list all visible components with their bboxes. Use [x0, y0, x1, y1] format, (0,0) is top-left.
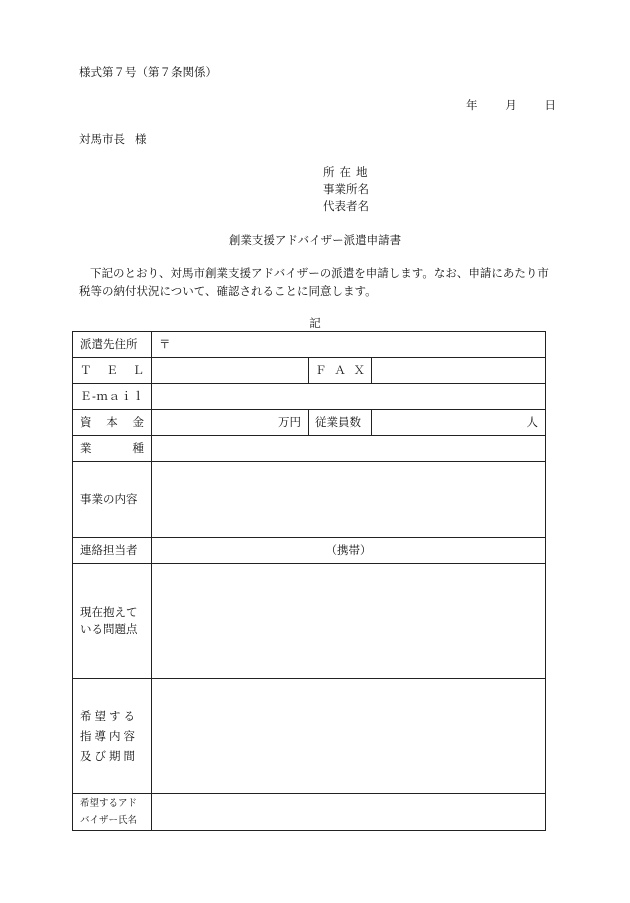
capital-label-char: 金 [132, 414, 144, 429]
form-number: 様式第７号（第７条関係） [79, 65, 217, 79]
applicant-address-label: 所在地 [323, 165, 373, 179]
employees-unit: 人 [526, 414, 539, 429]
row-tel-fax [73, 358, 546, 384]
addressee-honorific: 様 [135, 132, 147, 146]
contact-person-label: 連絡担当者 [73, 538, 152, 564]
email-label-char: ｌ [132, 388, 144, 403]
email-label-char: - [92, 388, 96, 403]
applicant-office-name-label: 事業所名 [323, 182, 369, 196]
row-industry [73, 436, 546, 462]
fax-label-char: Ａ [334, 362, 346, 377]
desired-advisor-label-line: 希望するアド [80, 797, 138, 809]
tel-label-char: Ｅ [106, 362, 118, 377]
desired-guidance-label-line: 希望する [80, 708, 138, 723]
tel-label-char: Ｌ [132, 362, 144, 377]
desired-advisor-field[interactable] [152, 794, 546, 831]
employees-label: 従業員数 [309, 410, 372, 436]
tel-label-char: Ｔ [80, 362, 92, 377]
document-title: 創業支援アドバイザー派遣申請書 [228, 233, 402, 247]
industry-label-char: 種 [132, 440, 144, 455]
email-field[interactable] [152, 384, 546, 410]
desired-advisor-label-line: バイザー氏名 [80, 815, 138, 826]
desired-advisor-label [73, 794, 152, 831]
contact-person-field[interactable] [152, 538, 546, 564]
row-current-issues [73, 564, 546, 679]
email-label-char: ａ [108, 388, 120, 403]
row-capital-employees [73, 410, 546, 436]
row-desired-advisor [73, 794, 546, 831]
capital-label-char: 本 [106, 414, 118, 429]
capital-label-char: 資 [80, 414, 92, 429]
current-issues-label-line: いる問題点 [80, 622, 138, 636]
fax-label-char: Ｘ [353, 362, 365, 377]
row-business-content [73, 462, 546, 538]
industry-field[interactable] [152, 436, 546, 462]
body-text: 下記のとおり、対馬市創業支援アドバイザーの派遣を申請します。なお、申請にあたり市税等の納付状況について、確認されることに同意します。 [79, 266, 549, 298]
ki-heading: 記 [309, 316, 321, 330]
capital-field[interactable] [152, 410, 309, 436]
date-month: 月 [505, 98, 517, 112]
desired-guidance-label [73, 679, 152, 794]
current-issues-label-line: 現在抱えて [80, 604, 138, 619]
desired-guidance-label-line: 指導内容 [80, 728, 138, 743]
desired-guidance-field[interactable] [152, 679, 546, 794]
employees-field[interactable] [372, 410, 546, 436]
email-label-char: Ｅ [80, 388, 92, 403]
business-content-field[interactable] [152, 462, 546, 538]
mobile-label: （携帯） [325, 542, 372, 557]
tel-field[interactable] [152, 358, 309, 384]
tel-label [73, 358, 152, 384]
email-label [73, 384, 152, 410]
capital-label [73, 410, 152, 436]
postal-mark: 〒 [159, 336, 171, 351]
email-label-char: ｍ [96, 388, 108, 403]
fax-label-char: Ｆ [315, 362, 327, 377]
dispatch-address-field[interactable] [152, 332, 546, 358]
row-email [73, 384, 546, 410]
current-issues-field[interactable] [152, 564, 546, 679]
addressee [79, 131, 147, 147]
application-form-table [72, 331, 546, 831]
current-issues-label [73, 564, 152, 679]
row-contact-person [73, 538, 546, 564]
date-day: 日 [544, 98, 556, 112]
capital-unit: 万円 [278, 414, 301, 429]
addressee-name: 対馬市長 [79, 132, 125, 146]
email-label-char: ｉ [120, 388, 132, 403]
industry-label-char: 業 [80, 440, 92, 455]
date-year: 年 [466, 98, 478, 112]
dispatch-address-label: 派遣先住所 [73, 332, 152, 358]
applicant-representative-label: 代表者名 [323, 199, 369, 213]
industry-label [73, 436, 152, 462]
row-dispatch-address [73, 332, 546, 358]
fax-field[interactable] [372, 358, 546, 384]
desired-guidance-label-line: 及び期間 [80, 749, 138, 764]
business-content-label: 事業の内容 [73, 462, 152, 538]
date-line [466, 97, 556, 113]
row-desired-guidance [73, 679, 546, 794]
fax-label [309, 358, 372, 384]
